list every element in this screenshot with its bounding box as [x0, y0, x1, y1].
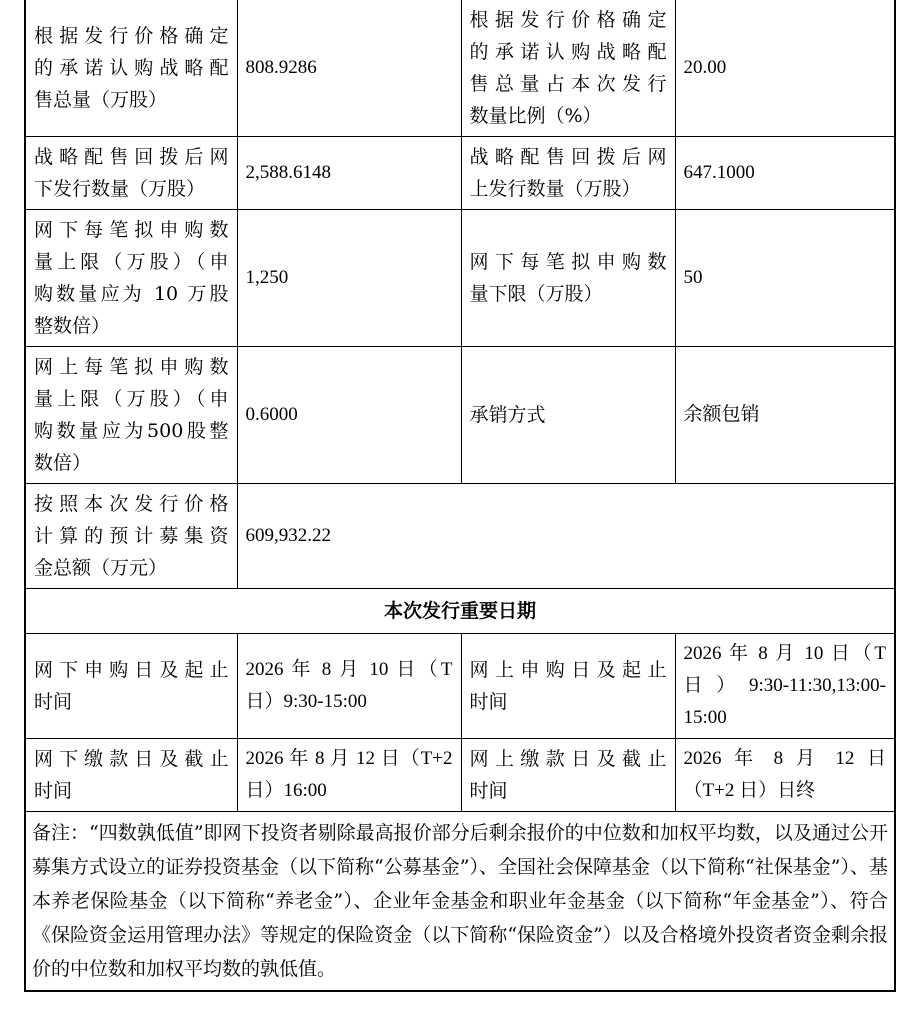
table-row	[25, 484, 895, 589]
value-offline-payment-date	[237, 739, 461, 812]
cell-line: 日）9:30-11:30,13:00-	[683, 675, 886, 696]
cell-line: 网上每笔拟申购数	[34, 356, 229, 378]
value-committed-strategic-placement: 808.9286	[237, 0, 461, 137]
cell-line: 量上限（万股）（申	[34, 388, 229, 410]
label-online-subscription-date	[461, 634, 675, 739]
cell-line: 的承诺认购战略配	[34, 57, 229, 79]
value-offline-subscription-date	[237, 634, 461, 739]
cell-line: 计算的预计募集资	[34, 525, 229, 547]
table-row	[25, 739, 895, 812]
cell-line: 网上申购日及起止	[469, 659, 667, 681]
cell-line: 2026 年 8 月 10 日（T	[245, 659, 453, 680]
issuance-info-table	[24, 0, 896, 992]
label-offline-subscription-upper-limit	[25, 210, 237, 347]
cell-line: 的承诺认购战略配	[469, 41, 667, 63]
cell-line: 购数量应为500股整	[34, 420, 229, 442]
cell-line: 时间	[469, 780, 508, 802]
table-row	[25, 0, 895, 137]
cell-line: （T+2 日）日终	[683, 780, 816, 801]
value-strategic-placement-ratio: 20.00	[675, 0, 895, 137]
table-row	[25, 634, 895, 739]
cell-line: 时间	[469, 691, 508, 713]
cell-line: 网下申购日及起止	[34, 659, 229, 681]
cell-line: 网下缴款日及截止	[34, 748, 229, 770]
value-offline-issuance-after-clawback: 2,588.6148	[237, 137, 461, 210]
cell-line: 量下限（万股）	[469, 283, 603, 305]
cell-line: 售总量（万股）	[34, 89, 168, 111]
cell-line: 网上缴款日及截止	[469, 748, 667, 770]
value-online-subscription-upper-limit: 0.6000	[237, 347, 461, 484]
cell-line: 战略配售回拨后网	[34, 146, 229, 168]
cell-line: 承销方式	[469, 404, 546, 426]
value-offline-subscription-upper-limit: 1,250	[237, 210, 461, 347]
label-offline-issuance-after-clawback	[25, 137, 237, 210]
label-online-issuance-after-clawback	[461, 137, 675, 210]
value-online-subscription-date	[675, 634, 895, 739]
cell-line: 售总量占本次发行	[469, 73, 667, 95]
label-offline-subscription-date	[25, 634, 237, 739]
label-expected-proceeds	[25, 484, 237, 589]
cell-line: 按照本次发行价格	[34, 493, 229, 515]
table-row	[25, 210, 895, 347]
cell-line: 下发行数量（万股）	[34, 178, 206, 200]
cell-line: 时间	[34, 691, 73, 713]
cell-line: 2026 年 8 月 12 日	[683, 748, 886, 769]
table-row	[25, 137, 895, 210]
cell-line: 15:00	[683, 707, 727, 728]
value-online-issuance-after-clawback: 647.1000	[675, 137, 895, 210]
cell-line: 网下每笔拟申购数	[34, 219, 229, 241]
cell-line: 上发行数量（万股）	[469, 178, 641, 200]
section-title-key-dates: 本次发行重要日期	[25, 589, 895, 634]
cell-line: 金总额（万元）	[34, 557, 168, 579]
cell-line: 根据发行价格确定	[34, 25, 229, 47]
cell-line: 购数量应为 10 万股	[34, 283, 229, 305]
remarks-note: 备注：“四数孰低值”即网下投资者剔除最高报价部分后剩余报价的中位数和加权平均数，以及通过公开募集方式设立的证券投资基金（以下简称“公募基金”）、全国社会保障基金（以下简称“社保基金”）、基本养老保险基金（以下简称“养老金”）、企业年金基金和职业年金基金（以下简称“年金基金”）、符合《保险资金运用管理办法》等规定的保险资金（以下简称“保险资金”）以及合格境外投资者资金剩余报价的中位数和加权平均数的孰低值。	[25, 812, 895, 992]
label-online-payment-date	[461, 739, 675, 812]
cell-line: 日）16:00	[245, 780, 327, 801]
label-offline-payment-date	[25, 739, 237, 812]
note-row	[25, 812, 895, 992]
cell-line: 网下每笔拟申购数	[469, 251, 667, 273]
cell-line: 日）9:30-15:00	[245, 691, 367, 712]
cell-line: 2026 年 8 月 12 日（T+2	[245, 748, 453, 769]
label-offline-subscription-lower-limit	[461, 210, 675, 347]
cell-line: 数量比例（%）	[469, 105, 602, 127]
cell-line: 数倍）	[34, 452, 92, 474]
cell-line: 2026 年 8 月 10 日（T	[683, 643, 886, 664]
value-expected-proceeds: 609,932.22	[237, 484, 895, 589]
label-underwriting-method	[461, 347, 675, 484]
cell-line: 根据发行价格确定	[469, 9, 667, 31]
cell-line: 时间	[34, 780, 73, 802]
value-offline-subscription-lower-limit: 50	[675, 210, 895, 347]
label-committed-strategic-placement	[25, 0, 237, 137]
table-row	[25, 347, 895, 484]
label-online-subscription-upper-limit	[25, 347, 237, 484]
cell-line: 量上限（万股）（申	[34, 251, 229, 273]
label-strategic-placement-ratio	[461, 0, 675, 137]
cell-line: 战略配售回拨后网	[469, 146, 667, 168]
value-online-payment-date	[675, 739, 895, 812]
cell-line: 整数倍）	[34, 315, 111, 337]
value-underwriting-method: 余额包销	[675, 347, 895, 484]
section-row	[25, 589, 895, 634]
